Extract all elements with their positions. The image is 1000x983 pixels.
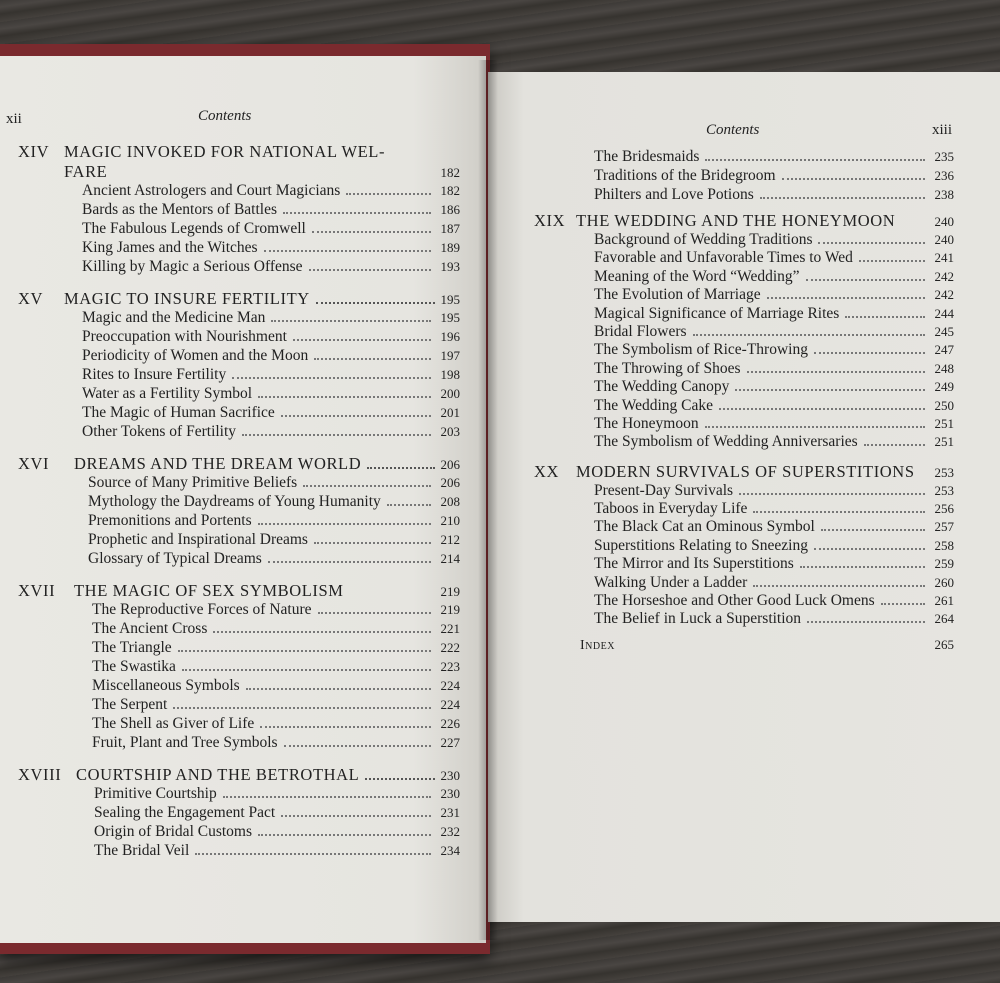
chapter-page: 253 — [934, 464, 954, 480]
chapter-number: XIX — [534, 211, 566, 230]
index-page: 265 — [934, 636, 954, 652]
chapter-page: 206 — [440, 457, 460, 472]
chapter-title: COURTSHIP AND THE BETROTHAL — [76, 765, 360, 784]
toc-entry: Prophetic and Inspirational Dreams 212 — [88, 531, 460, 548]
toc-entry: The Evolution of Marriage 242 — [594, 286, 954, 304]
chapter-number: XV — [18, 289, 44, 308]
page-number: xiii — [932, 122, 953, 138]
toc-entry: Primitive Courtship 230 — [94, 785, 460, 802]
chapter-page: 230 — [440, 768, 460, 783]
toc-entry: The Swastika 223 — [92, 658, 460, 675]
toc-entry: Favorable and Unfavorable Times to Wed 241 — [594, 249, 954, 267]
chapter-title-cont: FARE — [64, 162, 108, 181]
toc-entry: The Triangle 222 — [92, 639, 460, 656]
toc-entry: The Wedding Cake 250 — [594, 396, 954, 414]
chapter-xiv — [18, 142, 460, 277]
chapter-xx — [534, 462, 954, 629]
chapter-xvii — [18, 581, 460, 753]
chapter-title: THE MAGIC OF SEX SYMBOLISM — [74, 581, 344, 600]
section-list — [18, 182, 460, 277]
toc-entry: The Ancient Cross 221 — [92, 620, 460, 637]
toc-entry: Magic and the Medicine Man 195 — [82, 309, 460, 326]
toc-entry: The Honeymoon 251 — [594, 414, 954, 432]
toc-entry: Bridal Flowers 245 — [594, 322, 954, 340]
toc-entry: Taboos in Everyday Life 256 — [594, 500, 954, 518]
section-list — [534, 231, 954, 452]
contents-list-right — [534, 148, 954, 657]
toc-entry: The Horseshoe and Other Good Luck Omens 261 — [594, 592, 954, 610]
chapter-title: DREAMS AND THE DREAM WORLD — [74, 454, 362, 473]
toc-entry: King James and the Witches 189 — [82, 239, 460, 256]
toc-entry: The Belief in Luck a Superstition 264 — [594, 610, 954, 628]
toc-entry: Source of Many Primitive Beliefs 206 — [88, 474, 460, 491]
chapter-title: MAGIC TO INSURE FERTILITY — [64, 289, 310, 308]
toc-entry: The Fabulous Legends of Cromwell 187 — [82, 220, 460, 237]
toc-entry: Premonitions and Portents 210 — [88, 512, 460, 529]
toc-entry: The Bridesmaids 235 — [594, 148, 954, 165]
book-gutter — [478, 60, 498, 940]
toc-entry: Ancient Astrologers and Court Magicians 182 — [82, 182, 460, 199]
toc-entry: Fruit, Plant and Tree Symbols 227 — [92, 734, 460, 751]
toc-entry: Miscellaneous Symbols 224 — [92, 677, 460, 694]
toc-entry: The Wedding Canopy 249 — [594, 378, 954, 396]
index-label: Index — [580, 637, 615, 653]
section-list — [18, 601, 460, 753]
toc-entry: Rites to Insure Fertility 198 — [82, 366, 460, 383]
chapter-xix — [534, 211, 954, 452]
toc-entry: Killing by Magic a Serious Offense 193 — [82, 258, 460, 275]
chapter-page: 182 — [440, 165, 460, 180]
running-head: Contents — [198, 108, 252, 124]
toc-entry: Background of Wedding Traditions 240 — [594, 231, 954, 248]
toc-entry: Preoccupation with Nourishment 196 — [82, 328, 460, 345]
chapter-number: XVIII — [18, 765, 62, 784]
toc-entry: The Black Cat an Ominous Symbol 257 — [594, 518, 954, 536]
chapter-number: XVII — [18, 581, 56, 600]
left-page — [0, 56, 486, 943]
toc-entry: The Magic of Human Sacrifice 201 — [82, 404, 460, 421]
toc-entry: Origin of Bridal Customs 232 — [94, 823, 460, 840]
toc-entry: Periodicity of Women and the Moon 197 — [82, 347, 460, 364]
toc-entry: Water as a Fertility Symbol 200 — [82, 385, 460, 402]
chapter-title: MAGIC INVOKED FOR NATIONAL WEL- — [64, 142, 386, 161]
right-page — [488, 72, 1000, 922]
page-number: xii — [6, 111, 22, 127]
running-head: Contents — [706, 122, 760, 138]
toc-entry: Other Tokens of Fertility 203 — [82, 423, 460, 440]
toc-entry: Magical Significance of Marriage Rites 244 — [594, 304, 954, 322]
section-list — [18, 474, 460, 569]
toc-entry: Sealing the Engagement Pact 231 — [94, 804, 460, 821]
toc-entry: Superstitions Relating to Sneezing 258 — [594, 536, 954, 554]
chapter-xv — [18, 289, 460, 442]
toc-entry: The Shell as Giver of Life 226 — [92, 715, 460, 732]
toc-entry: The Mirror and Its Superstitions 259 — [594, 555, 954, 573]
toc-entry-index — [534, 637, 954, 657]
chapter-page: 195 — [440, 292, 460, 307]
chapter-number: XVI — [18, 454, 50, 473]
chapter-page: 240 — [934, 214, 954, 229]
toc-entry: Mythology the Daydreams of Young Humanity 208 — [88, 493, 460, 510]
chapter-page: 219 — [440, 584, 460, 599]
chapter-title: MODERN SURVIVALS OF SUPERSTITIONS — [576, 461, 915, 481]
section-list — [534, 482, 954, 629]
toc-entry: The Symbolism of Rice-Throwing 247 — [594, 341, 954, 359]
section-list — [18, 785, 460, 861]
toc-entry: Glossary of Typical Dreams 214 — [88, 550, 460, 567]
toc-entry: Meaning of the Word “Wedding” 242 — [594, 267, 954, 285]
chapter-number: XIV — [18, 142, 50, 161]
toc-entry: The Throwing of Shoes 248 — [594, 359, 954, 377]
toc-entry: Walking Under a Ladder 260 — [594, 573, 954, 591]
continued-sections — [534, 148, 954, 205]
toc-entry: The Serpent 224 — [92, 696, 460, 713]
chapter-xviii — [18, 765, 460, 861]
toc-entry: Philters and Love Potions 238 — [594, 186, 954, 203]
toc-entry: The Symbolism of Wedding Anniversaries 251 — [594, 433, 954, 451]
toc-entry: The Reproductive Forces of Nature 219 — [92, 601, 460, 618]
toc-entry: The Bridal Veil 234 — [94, 842, 460, 859]
chapter-number: XX — [534, 461, 560, 481]
contents-list-left — [18, 142, 460, 861]
toc-entry: Traditions of the Bridegroom 236 — [594, 167, 954, 184]
toc-entry: Present-Day Survivals 253 — [594, 481, 954, 499]
section-list — [18, 309, 460, 442]
chapter-title: THE WEDDING AND THE HONEYMOON — [576, 211, 896, 230]
toc-entry: Bards as the Mentors of Battles 186 — [82, 201, 460, 218]
chapter-xvi — [18, 454, 460, 569]
